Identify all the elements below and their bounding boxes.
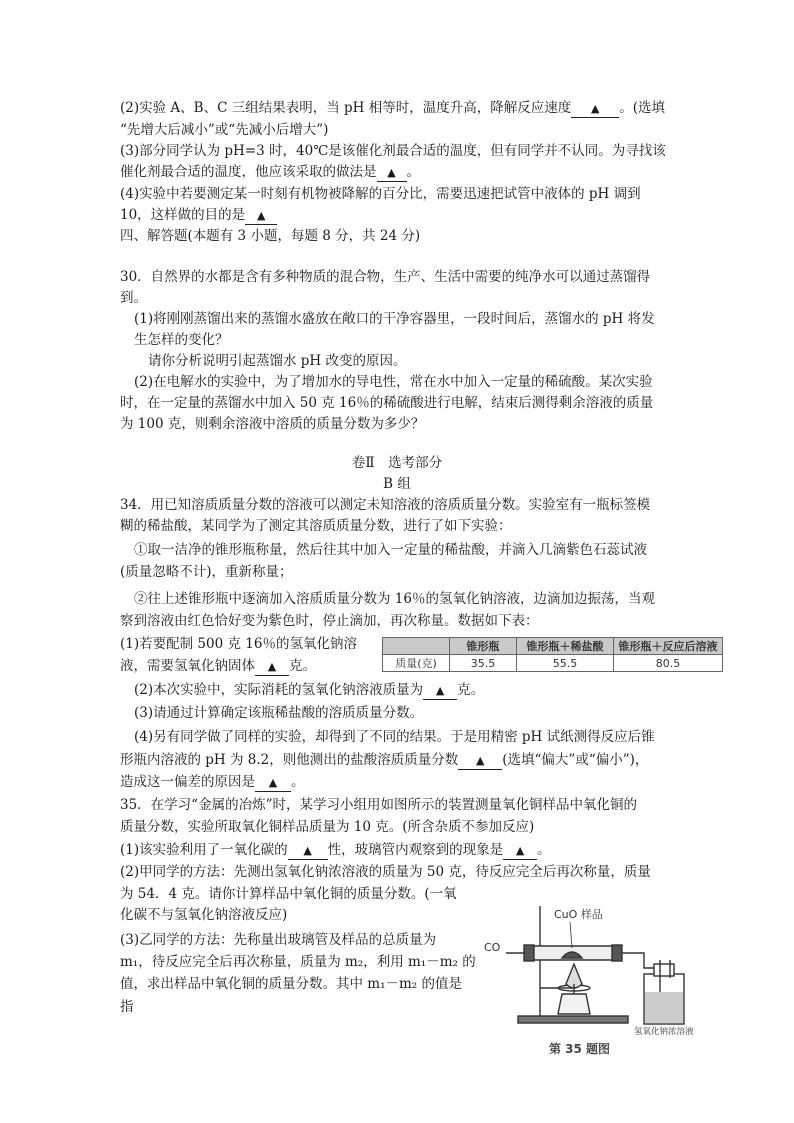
section-title: 卷Ⅱ 选考部分 <box>351 455 443 471</box>
q30-part2-cont: 时，在一定量的蒸馏水中加入 50 克 16％的稀硫酸进行电解，结束后测得剩余溶液的质量 <box>120 395 654 411</box>
q30-stem: 30．自然界的水都是含有多种物质的混合物，生产、生活中需要的纯净水可以通过蒸馏得 <box>120 269 651 285</box>
figure-caption: 第 35 题图 <box>549 1042 611 1056</box>
q30-part1-prompt: 请你分析说明引起蒸馏水 pH 改变的原因。 <box>148 353 407 369</box>
q34-part3: (3)请通过计算确定该瓶稀盐酸的溶质质量分数。 <box>134 705 424 721</box>
answer-blank[interactable]: ▲ <box>377 164 407 182</box>
table-header-cell: 锥形瓶＋稀盐酸 <box>517 638 614 655</box>
q29-part3: (3)部分同学认为 pH=3 时，40℃是该催化剂最合适的温度，但有同学并不认同。为寻找该 <box>120 143 666 159</box>
group-title: B 组 <box>383 476 411 492</box>
q34-step1: ①取一洁净的锥形瓶称量，然后往其中加入一定量的稀盐酸，并滴入几滴紫色石蕊试液 <box>134 542 647 558</box>
naoh-label: 氢氧化钠浓溶液 <box>634 1027 694 1036</box>
q34-part4-cont: 形瓶内溶液的 pH 为 8.2，则他测出的盐酸溶质质量分数 ▲ (选填“偏大”或“偏小”)， <box>120 752 649 768</box>
q35-part2-cont: 为 54．4 克。请你计算样品中氧化铜的质量分数。(一氧 <box>120 886 457 902</box>
q35-part3-cont2: 值，求出样品中氧化铜的质量分数。其中 m₁－m₂ 的值是 <box>120 976 463 992</box>
apparatus-figure <box>484 888 724 1036</box>
q35-part3: (3)乙同学的方法：先称量出玻璃管及样品的总质量为 <box>120 932 437 948</box>
answer-blank[interactable]: ▲ <box>245 207 277 225</box>
q29-part3-cont: 催化剂最合适的温度，他应该采取的做法是 ▲ 。 <box>120 164 420 180</box>
section-heading: 四、解答题(本题有 3 小题，每题 8 分，共 24 分) <box>120 228 421 244</box>
table-header-cell: 锥形瓶 <box>450 638 517 655</box>
table-header-row <box>383 638 723 655</box>
q29-part4-cont: 10，这样做的目的是 ▲ <box>120 205 277 225</box>
q30-part1-cont: 生怎样的变化？ <box>134 332 229 348</box>
q35-part3-cont3: 指 <box>120 999 134 1015</box>
q35-part2: (2)甲同学的方法：先测出氢氧化钠浓溶液的质量为 50 克，待反应完全后再次称量，质量 <box>120 864 651 880</box>
q34-part4: (4)另有同学做了同样的实验，却得到了不同的结果。于是用精密 pH 试纸测得反应后锥 <box>134 729 655 745</box>
q34-step2: ②往上述锥形瓶中逐滴加入溶质质量分数为 16％的氢氧化钠溶液，边滴加边振荡，当观 <box>134 591 655 607</box>
q30-part1: (1)将刚刚蒸馏出来的蒸馏水盛放在敞口的干净容器里，一段时间后，蒸馏水的 pH 将发 <box>134 311 655 327</box>
q34-step2-cont: 察到溶液由红色恰好变为紫色时，停止滴加，再次称量。数据如下表： <box>120 613 539 629</box>
table-cell: 80.5 <box>614 655 723 672</box>
data-table <box>382 637 723 672</box>
q30-part2-cont2: 为 100 克，则剩余溶液中溶质的质量分数为多少？ <box>120 416 425 432</box>
table-header-cell <box>383 638 450 655</box>
q35-stem-cont: 质量分数，实验所取氧化铜样品质量为 10 克。(所含杂质不参加反应) <box>120 819 535 835</box>
q34-part4-cont2: 造成这一偏差的原因是 ▲ 。 <box>120 774 305 790</box>
q29-part2: (2)实验 A、B、C 三组结果表明，当 pH 相等时，温度升高，降解反应速度 ▲ 。(选填 <box>120 100 665 116</box>
sample-pointer <box>570 922 572 948</box>
table-row-label: 质量(克) <box>383 655 450 672</box>
bottle-neck <box>654 964 674 976</box>
answer-blank[interactable]: ▲ <box>255 774 291 792</box>
stand-base <box>518 1016 628 1023</box>
co-label: CO <box>484 941 501 954</box>
naoh-solution <box>645 992 683 1023</box>
q29-part4: (4)实验中若要测定某一时刻有机物被降解的百分比，需要迅速把试管中液体的 pH 调到 <box>120 186 641 202</box>
q34-stem-cont: 糊的稀盐酸，某同学为了测定其溶质质量分数，进行了如下实验： <box>120 518 512 534</box>
answer-blank[interactable]: ▲ <box>503 842 537 860</box>
q35-part3-cont: m₁，待反应完全后再次称量，质量为 m₂，利用 m₁－m₂ 的 <box>120 954 476 970</box>
q34-part2: (2)本次实验中，实际消耗的氢氧化钠溶液质量为 ▲ 克。 <box>134 682 485 698</box>
q34-part1: (1)若要配制 500 克 16％的氢氧化钠溶 <box>120 636 357 652</box>
q35-part1: (1)该实验利用了一氧化碳的 ▲ 性，玻璃管内观察到的现象是 ▲ 。 <box>120 842 551 858</box>
q34-part1-cont: 液，需要氢氧化钠固体 ▲ 克。 <box>120 658 316 674</box>
stopper-right <box>612 945 622 961</box>
outlet-tube <box>622 953 656 968</box>
q30-part2: (2)在电解水的实验中，为了增加水的导电性，常在水中加入一定量的稀硫酸。某次实验 <box>134 374 653 390</box>
sample-label: CuO 样品 <box>554 908 603 921</box>
table-cell: 55.5 <box>517 655 614 672</box>
answer-blank[interactable]: ▲ <box>458 752 502 770</box>
q34-step1-cont: (质量忽略不计)，重新称量； <box>120 564 293 580</box>
table-cell: 35.5 <box>450 655 517 672</box>
q34-stem: 34．用已知溶质质量分数的溶液可以测定未知溶液的溶质质量分数。实验室有一瓶标签模 <box>120 497 651 513</box>
answer-blank[interactable]: ▲ <box>288 842 328 860</box>
answer-blank[interactable]: ▲ <box>255 658 289 676</box>
table-header-cell: 锥形瓶＋反应后溶液 <box>614 638 723 655</box>
q35-stem: 35．在学习“金属的冶炼”时，某学习小组用如图所示的装置测量氧化铜样品中氧化铜的 <box>120 797 637 813</box>
answer-blank[interactable]: ▲ <box>423 682 457 700</box>
q29-part2-options: “先增大后减小”或“先减小后增大”) <box>120 122 329 138</box>
alcohol-lamp <box>558 994 590 1014</box>
table-row <box>383 655 723 672</box>
q35-part2-cont2: 化碳不与氢氧化钠溶液反应) <box>120 907 288 923</box>
answer-blank[interactable]: ▲ <box>571 100 619 118</box>
stopper-left <box>524 945 534 961</box>
q30-stem-cont: 到。 <box>120 290 147 306</box>
